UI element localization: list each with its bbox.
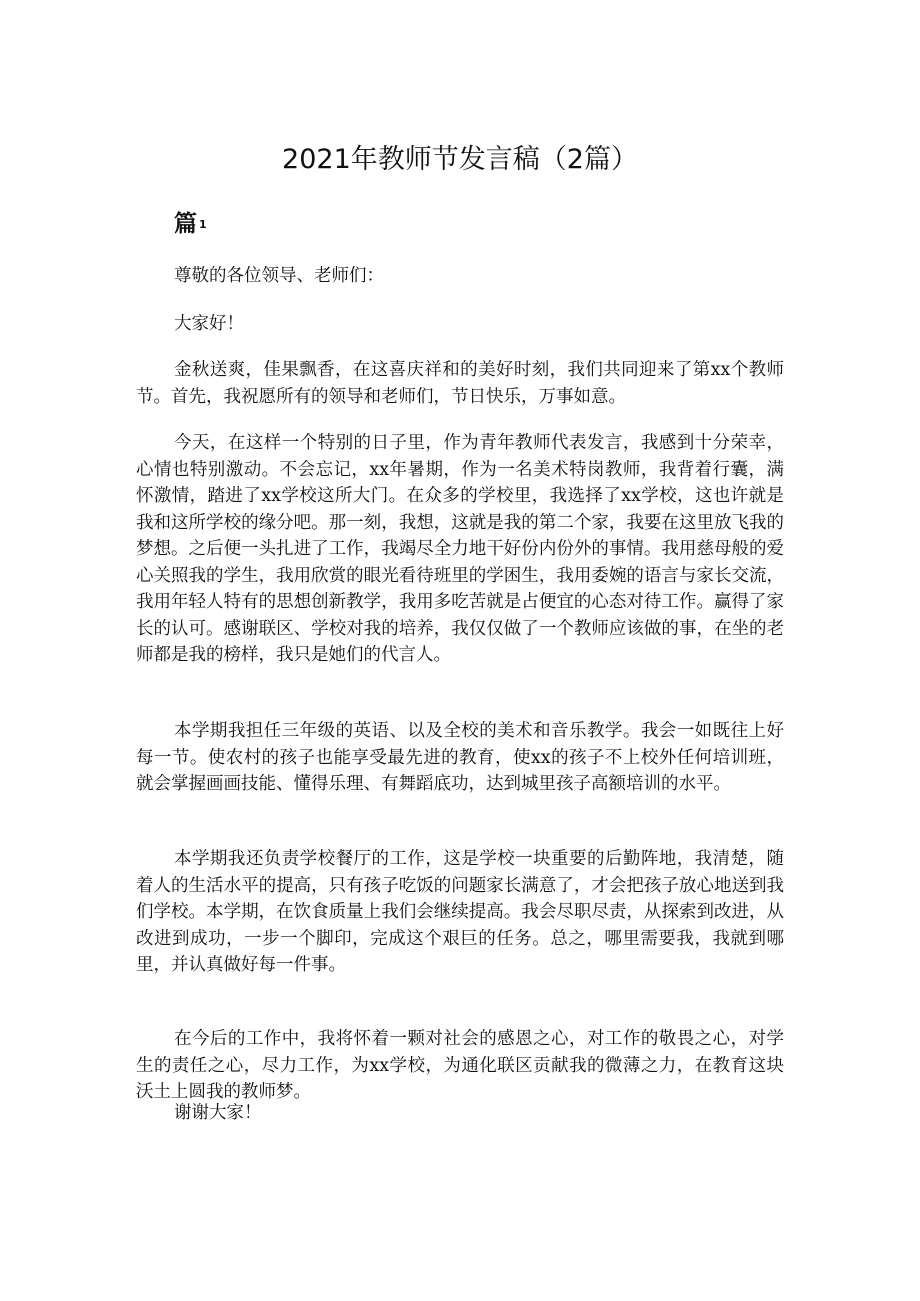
paragraph-3: 本学期我担任三年级的英语、以及全校的美术和音乐教学。我会一如既往上好每一节。使农村的孩子也能享受最先进的教育，使xx的孩子不上校外任何培训班，就会掌握画画技能、懂得乐理、有舞蹈底功，达到城里孩子高额培训的水平。 (136, 721, 784, 794)
paragraph-1: 金秋送爽，佳果飘香，在这喜庆祥和的美好时刻，我们共同迎来了第xx个教师节。首先，我祝愿所有的领导和老师们，节日快乐，万事如意。 (136, 360, 784, 407)
section-heading-label: 篇 (174, 211, 197, 237)
paragraph-5: 在今后的工作中，我将怀着一颗对社会的感恩之心，对工作的敬畏之心，对学生的责任之心，尽力工作，为xx学校，为通化联区贡献我的微薄之力，在教育这块沃土上圆我的教师梦。 (136, 1029, 784, 1102)
paragraph-2: 今天，在这样一个特别的日子里，作为青年教师代表发言，我感到十分荣幸，心情也特别激动。不会忘记，xx年暑期，作为一名美术特岗教师，我背着行囊，满怀激情，踏进了xx学校这所大门。在众多的学校里，我选择了xx学校，这也许就是我和这所学校的缘分吧。那一刻，我想，这就是我的第二个家，我要在这里放飞我的梦想。之后便一头扎进了工作，我竭尽全力地干好份内份外的事情。我用慈母般的爱心关照我的学生，我用欣赏的眼光看待班里的学困生，我用委婉的语言与家长交流，我用年轻人特有的思想创新教学，我用多吃苦就是占便宜的心态对待工作。赢得了家长的认可。感谢联区、学校对我的培养，我仅仅做了一个教师应该做的事，在坐的老师都是我的榜样，我只是她们的代言人。 (136, 433, 784, 665)
closing: 谢谢大家！ (174, 1103, 262, 1123)
paragraph-4: 本学期我还负责学校餐厅的工作，这是学校一块重要的后勤阵地，我清楚，随着人的生活水平的提高，只有孩子吃饭的问题家长满意了，才会把孩子放心地送到我们学校。本学期，在饮食质量上我们会继续提高。我会尽职尽责，从探索到改进，从改进到成功，一步一个脚印，完成这个艰巨的任务。总之，哪里需要我，我就到哪里，并认真做好每一件事。 (136, 849, 784, 975)
salutation: 尊敬的各位领导、老师们： (174, 266, 384, 286)
section-number: 1 (199, 217, 207, 231)
greeting: 大家好！ (174, 314, 244, 334)
document-title: 2021年教师节发言稿（2篇） (282, 144, 638, 175)
section-heading (174, 208, 207, 241)
